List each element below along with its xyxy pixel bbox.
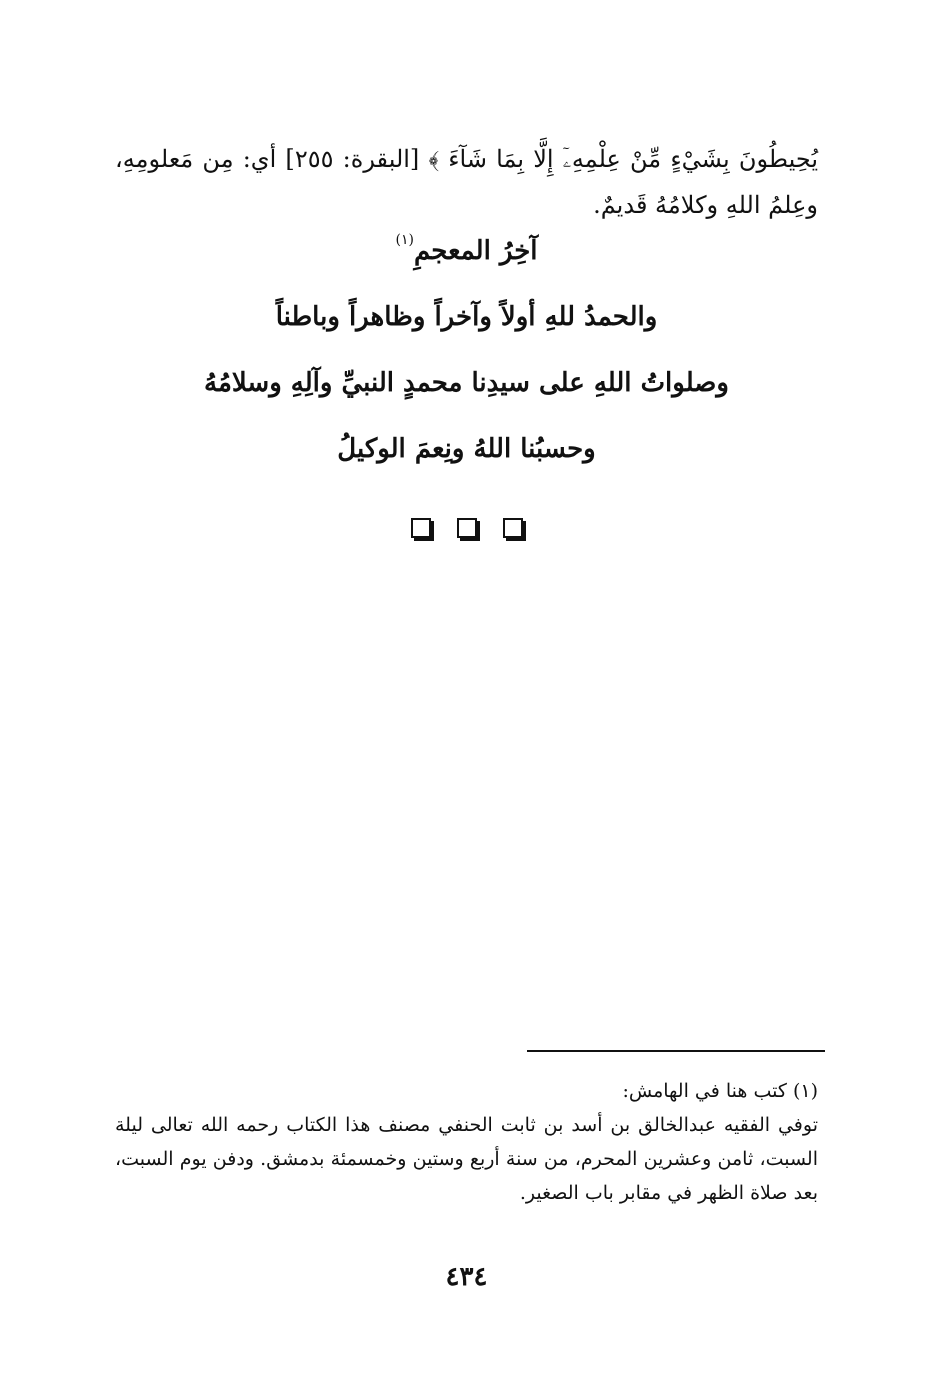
closing-line-blessings: وصلواتُ اللهِ على سيدِنا محمدٍ النبيِّ وآلِهِ وسلامُهُ <box>204 368 729 398</box>
ornament-square <box>503 518 523 538</box>
closing-title <box>0 232 933 266</box>
footnote-heading <box>115 1074 818 1108</box>
closing-line-praise: والحمدُ للهِ أولاً وآخراً وظاهراً وباطناً <box>275 302 658 332</box>
page-number: ٤٣٤ <box>445 1262 488 1292</box>
ornament-square <box>457 518 477 538</box>
footnote-separator <box>527 1050 825 1052</box>
footnote-reference: (١) <box>395 232 414 248</box>
closing-title-text: آخِرُ المعجمِ <box>413 236 538 266</box>
footnote-marker: (١) <box>792 1080 818 1102</box>
closing-line-reliance: وحسبُنا اللهُ ونِعمَ الوكيلُ <box>337 434 596 464</box>
footnote-heading-text: كتب هنا في الهامش: <box>622 1080 787 1102</box>
ornament-square <box>411 518 431 538</box>
footnotes <box>115 1074 818 1210</box>
footnote-text: توفي الفقيه عبدالخالق بن أسد بن ثابت الحنفي مصنف هذا الكتاب رحمه الله تعالى ليلة السبت، ثامن وعشرين المحرم، من سنة أربع وستين وخمسمئة بدمشق. ودفن يوم السبت، بعد صلاة الظهر في مقابر باب الصغير. <box>115 1114 818 1204</box>
body-paragraph: يُحِيطُونَ بِشَيْءٍ مِّنْ عِلْمِهِۦٓ إِلَّا بِمَا شَآءَ ﴾ [البقرة: ٢٥٥] أي: مِن مَعلومِهِ، وعِلمُ اللهِ وكلامُهُ قَديمٌ. <box>115 145 819 219</box>
section-end-ornament <box>0 518 933 538</box>
